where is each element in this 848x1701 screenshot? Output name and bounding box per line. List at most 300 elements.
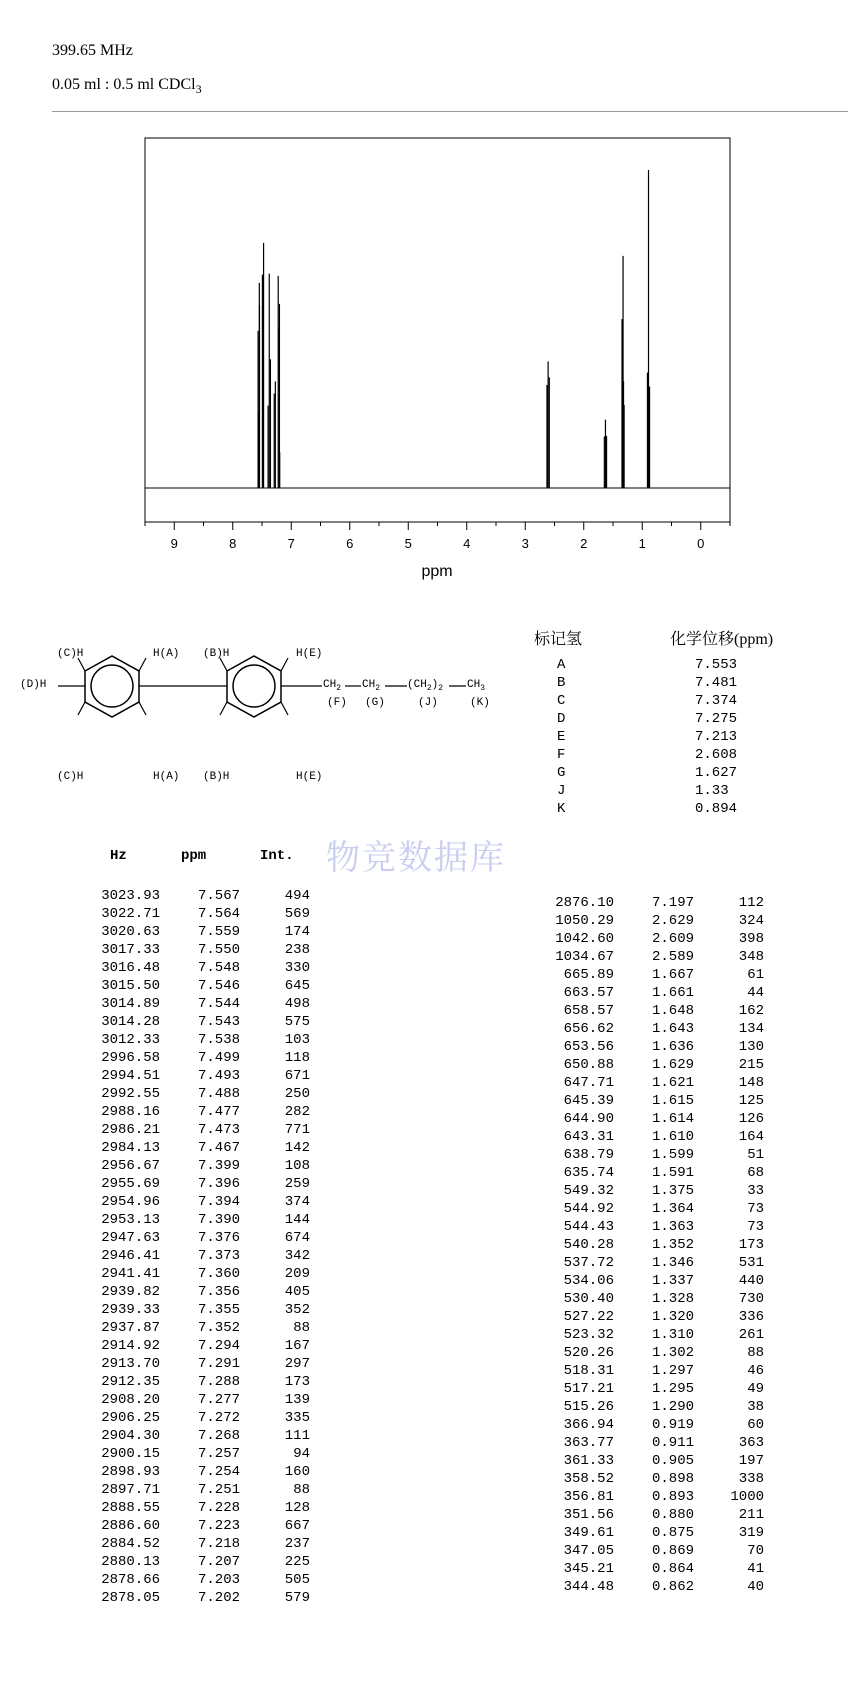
table-row bbox=[520, 1308, 764, 1326]
cell-hz: 653.56 bbox=[563, 1039, 614, 1055]
x-tick-label: 6 bbox=[346, 536, 354, 551]
assignment-shift: 7.374 bbox=[695, 693, 738, 709]
x-axis-ticks bbox=[145, 522, 730, 551]
table-row bbox=[520, 984, 764, 1002]
cell-int: 342 bbox=[284, 1248, 310, 1264]
table-row bbox=[520, 930, 764, 948]
label-he-top: H(E) bbox=[296, 648, 323, 660]
cell-hz: 517.21 bbox=[563, 1381, 614, 1397]
cell-int: 250 bbox=[284, 1086, 310, 1102]
table-row bbox=[52, 1121, 310, 1139]
plot-frame bbox=[145, 138, 730, 522]
assignment-label: D bbox=[557, 711, 566, 727]
col-header-ppm: ppm bbox=[181, 848, 207, 864]
cell-int: 569 bbox=[284, 906, 310, 922]
cell-ppm: 7.394 bbox=[197, 1194, 240, 1210]
table-row bbox=[520, 1146, 764, 1164]
cell-hz: 644.90 bbox=[563, 1111, 614, 1127]
assignment-shift: 0.894 bbox=[695, 801, 738, 817]
cell-int: 118 bbox=[284, 1050, 310, 1066]
cell-hz: 2941.41 bbox=[101, 1266, 160, 1282]
table-row bbox=[52, 1553, 310, 1571]
assignment-header-shift: 化学位移(ppm) bbox=[670, 631, 774, 648]
table-row bbox=[52, 1139, 310, 1157]
cell-hz: 2878.05 bbox=[101, 1590, 160, 1606]
table-row bbox=[52, 1211, 310, 1229]
cell-ppm: 7.467 bbox=[197, 1140, 240, 1156]
table-row bbox=[520, 1074, 764, 1092]
cell-hz: 3015.50 bbox=[101, 978, 160, 994]
cell-ppm: 7.546 bbox=[197, 978, 240, 994]
table-row bbox=[520, 894, 764, 912]
cell-hz: 537.72 bbox=[563, 1255, 614, 1271]
label-ha-top: H(A) bbox=[153, 648, 180, 660]
cell-int: 336 bbox=[738, 1309, 764, 1325]
cell-int: 324 bbox=[738, 913, 764, 929]
cell-int: 211 bbox=[738, 1507, 764, 1523]
cell-ppm: 1.591 bbox=[651, 1165, 694, 1181]
table-row bbox=[520, 1128, 764, 1146]
cell-hz: 2908.20 bbox=[101, 1392, 160, 1408]
cell-ppm: 7.493 bbox=[197, 1068, 240, 1084]
table-row bbox=[52, 1517, 310, 1535]
cell-ppm: 7.202 bbox=[197, 1590, 240, 1606]
label-g: (G) bbox=[365, 697, 385, 709]
cell-int: 88 bbox=[293, 1320, 310, 1336]
cell-ppm: 7.376 bbox=[197, 1230, 240, 1246]
cell-int: 111 bbox=[284, 1428, 310, 1444]
table-row bbox=[52, 1049, 310, 1067]
cell-int: 139 bbox=[284, 1392, 310, 1408]
table-row bbox=[52, 1373, 310, 1391]
cell-hz: 2880.13 bbox=[101, 1554, 160, 1570]
cell-ppm: 7.550 bbox=[197, 942, 240, 958]
cell-ppm: 7.277 bbox=[197, 1392, 240, 1408]
assignment-label: F bbox=[557, 747, 566, 763]
cell-ppm: 1.375 bbox=[651, 1183, 694, 1199]
cell-hz: 665.89 bbox=[563, 967, 614, 983]
cell-hz: 635.74 bbox=[563, 1165, 614, 1181]
cell-hz: 358.52 bbox=[563, 1471, 614, 1487]
cell-int: 60 bbox=[747, 1417, 764, 1433]
table-row bbox=[520, 1452, 764, 1470]
cell-hz: 2953.13 bbox=[101, 1212, 160, 1228]
table-row bbox=[52, 1391, 310, 1409]
cell-hz: 638.79 bbox=[563, 1147, 614, 1163]
cell-ppm: 7.567 bbox=[197, 888, 240, 904]
cell-hz: 544.43 bbox=[563, 1219, 614, 1235]
cell-ppm: 0.919 bbox=[651, 1417, 694, 1433]
cell-ppm: 1.352 bbox=[651, 1237, 694, 1253]
x-tick-label: 4 bbox=[463, 536, 471, 551]
cell-ppm: 1.648 bbox=[651, 1003, 694, 1019]
table-row bbox=[52, 1301, 310, 1319]
cell-ppm: 0.905 bbox=[651, 1453, 694, 1469]
cell-hz: 540.28 bbox=[563, 1237, 614, 1253]
assignment-shift: 7.481 bbox=[695, 675, 738, 691]
table-row bbox=[52, 1175, 310, 1193]
cell-ppm: 2.589 bbox=[651, 949, 694, 965]
cell-ppm: 7.356 bbox=[197, 1284, 240, 1300]
cell-hz: 2988.16 bbox=[101, 1104, 160, 1120]
cell-ppm: 7.396 bbox=[197, 1176, 240, 1192]
assignment-label: J bbox=[557, 783, 566, 799]
cell-int: 215 bbox=[738, 1057, 764, 1073]
cell-ppm: 7.399 bbox=[197, 1158, 240, 1174]
cell-hz: 549.32 bbox=[563, 1183, 614, 1199]
table-row bbox=[520, 1038, 764, 1056]
cell-ppm: 1.643 bbox=[651, 1021, 694, 1037]
cell-int: 70 bbox=[747, 1543, 764, 1559]
cell-ppm: 7.254 bbox=[197, 1464, 240, 1480]
cell-ppm: 7.294 bbox=[197, 1338, 240, 1354]
table-row bbox=[520, 1020, 764, 1038]
cell-hz: 3022.71 bbox=[101, 906, 160, 922]
nmr-spectrum-chart bbox=[0, 0, 848, 600]
table-row bbox=[52, 1499, 310, 1517]
cell-ppm: 7.228 bbox=[197, 1500, 240, 1516]
cell-int: 667 bbox=[284, 1518, 310, 1534]
table-row bbox=[520, 1110, 764, 1128]
cell-int: 674 bbox=[284, 1230, 310, 1246]
cell-int: 348 bbox=[738, 949, 764, 965]
table-row bbox=[52, 1103, 310, 1121]
cell-int: 41 bbox=[747, 1561, 764, 1577]
x-axis-label: ppm bbox=[421, 563, 453, 580]
chain-ch2n-j: $(CH_2)_2$ bbox=[407, 679, 444, 694]
cell-hz: 361.33 bbox=[563, 1453, 614, 1469]
table-row bbox=[52, 1571, 310, 1589]
table-row bbox=[52, 1535, 310, 1553]
table-row bbox=[520, 1254, 764, 1272]
cell-int: 162 bbox=[738, 1003, 764, 1019]
label-he-bot: H(E) bbox=[296, 771, 323, 783]
cell-int: 88 bbox=[747, 1345, 764, 1361]
cell-int: 46 bbox=[747, 1363, 764, 1379]
cell-hz: 2937.87 bbox=[101, 1320, 160, 1336]
cell-int: 259 bbox=[284, 1176, 310, 1192]
table-row bbox=[52, 1427, 310, 1445]
cell-ppm: 1.636 bbox=[651, 1039, 694, 1055]
cell-int: 330 bbox=[284, 960, 310, 976]
cell-hz: 2947.63 bbox=[101, 1230, 160, 1246]
cell-hz: 3020.63 bbox=[101, 924, 160, 940]
cell-ppm: 0.898 bbox=[651, 1471, 694, 1487]
cell-hz: 2884.52 bbox=[101, 1536, 160, 1552]
cell-hz: 2994.51 bbox=[101, 1068, 160, 1084]
cell-ppm: 7.291 bbox=[197, 1356, 240, 1372]
cell-hz: 530.40 bbox=[563, 1291, 614, 1307]
cell-ppm: 7.207 bbox=[197, 1554, 240, 1570]
cell-ppm: 1.621 bbox=[651, 1075, 694, 1091]
cell-int: 173 bbox=[738, 1237, 764, 1253]
table-row bbox=[520, 1542, 764, 1560]
cell-ppm: 7.268 bbox=[197, 1428, 240, 1444]
cell-ppm: 7.218 bbox=[197, 1536, 240, 1552]
cell-int: 94 bbox=[293, 1446, 310, 1462]
cell-ppm: 7.390 bbox=[197, 1212, 240, 1228]
cell-int: 440 bbox=[738, 1273, 764, 1289]
solvent-subscript: 3 bbox=[195, 82, 202, 97]
cell-hz: 2956.67 bbox=[101, 1158, 160, 1174]
cell-ppm: 1.667 bbox=[651, 967, 694, 983]
cell-ppm: 7.544 bbox=[197, 996, 240, 1012]
cell-int: 498 bbox=[284, 996, 310, 1012]
table-row bbox=[520, 1524, 764, 1542]
cell-hz: 2946.41 bbox=[101, 1248, 160, 1264]
table-row bbox=[520, 1182, 764, 1200]
assignment-label: B bbox=[557, 675, 566, 691]
cell-ppm: 7.543 bbox=[197, 1014, 240, 1030]
cell-ppm: 7.499 bbox=[197, 1050, 240, 1066]
cell-int: 40 bbox=[747, 1579, 764, 1595]
cell-hz: 344.48 bbox=[563, 1579, 614, 1595]
cell-int: 167 bbox=[284, 1338, 310, 1354]
cell-hz: 656.62 bbox=[563, 1021, 614, 1037]
x-tick-label: 8 bbox=[229, 536, 237, 551]
cell-hz: 3023.93 bbox=[101, 888, 160, 904]
table-row bbox=[520, 1326, 764, 1344]
cell-hz: 544.92 bbox=[563, 1201, 614, 1217]
cell-ppm: 1.363 bbox=[651, 1219, 694, 1235]
assignment-label: C bbox=[557, 693, 566, 709]
cell-ppm: 1.290 bbox=[651, 1399, 694, 1415]
table-row bbox=[52, 1319, 310, 1337]
cell-int: 579 bbox=[284, 1590, 310, 1606]
cell-hz: 2898.93 bbox=[101, 1464, 160, 1480]
cell-int: 197 bbox=[738, 1453, 764, 1469]
table-row bbox=[52, 995, 310, 1013]
cell-int: 73 bbox=[747, 1219, 764, 1235]
table-row bbox=[52, 959, 310, 977]
molecule-structure bbox=[0, 640, 520, 790]
table-row bbox=[520, 948, 764, 966]
label-ha-bot: H(A) bbox=[153, 771, 180, 783]
cell-ppm: 1.615 bbox=[651, 1093, 694, 1109]
cell-ppm: 1.295 bbox=[651, 1381, 694, 1397]
cell-ppm: 1.614 bbox=[651, 1111, 694, 1127]
cell-hz: 2906.25 bbox=[101, 1410, 160, 1426]
cell-hz: 2939.82 bbox=[101, 1284, 160, 1300]
label-k: (K) bbox=[470, 697, 490, 709]
x-tick-label: 2 bbox=[580, 536, 588, 551]
cell-int: 730 bbox=[738, 1291, 764, 1307]
x-tick-label: 1 bbox=[638, 536, 646, 551]
chain-ch3-k: $CH_3$ bbox=[467, 679, 486, 694]
cell-ppm: 1.661 bbox=[651, 985, 694, 1001]
cell-hz: 2888.55 bbox=[101, 1500, 160, 1516]
cell-int: 112 bbox=[738, 895, 764, 911]
label-j: (J) bbox=[418, 697, 438, 709]
cell-hz: 3014.28 bbox=[101, 1014, 160, 1030]
table-row bbox=[520, 912, 764, 930]
cell-ppm: 1.629 bbox=[651, 1057, 694, 1073]
cell-hz: 3017.33 bbox=[101, 942, 160, 958]
cell-int: 51 bbox=[747, 1147, 764, 1163]
cell-hz: 3014.89 bbox=[101, 996, 160, 1012]
label-c-bot: (C)H bbox=[57, 771, 84, 783]
cell-hz: 2878.66 bbox=[101, 1572, 160, 1588]
table-row bbox=[52, 1067, 310, 1085]
cell-int: 44 bbox=[747, 985, 764, 1001]
cell-hz: 351.56 bbox=[563, 1507, 614, 1523]
cell-ppm: 1.337 bbox=[651, 1273, 694, 1289]
chain-ch2-f: $CH_2$ bbox=[323, 679, 342, 694]
assignment-shift: 7.213 bbox=[695, 729, 738, 745]
cell-hz: 2886.60 bbox=[101, 1518, 160, 1534]
cell-ppm: 1.599 bbox=[651, 1147, 694, 1163]
cell-ppm: 1.610 bbox=[651, 1129, 694, 1145]
label-d: (D)H bbox=[20, 679, 47, 691]
cell-ppm: 7.559 bbox=[197, 924, 240, 940]
cell-hz: 2912.35 bbox=[101, 1374, 160, 1390]
cell-int: 160 bbox=[284, 1464, 310, 1480]
cell-int: 174 bbox=[284, 924, 310, 940]
cell-hz: 2996.58 bbox=[101, 1050, 160, 1066]
cell-int: 126 bbox=[738, 1111, 764, 1127]
cell-int: 398 bbox=[738, 931, 764, 947]
assignment-shift: 2.608 bbox=[695, 747, 738, 763]
cell-hz: 363.77 bbox=[563, 1435, 614, 1451]
cell-int: 61 bbox=[747, 967, 764, 983]
cell-ppm: 7.548 bbox=[197, 960, 240, 976]
cell-int: 282 bbox=[284, 1104, 310, 1120]
table-row bbox=[52, 1409, 310, 1427]
benzene-ring-right bbox=[227, 656, 281, 717]
watermark: 物竞数据库 bbox=[326, 839, 506, 877]
table-row bbox=[520, 1200, 764, 1218]
x-tick-label: 3 bbox=[521, 536, 529, 551]
cell-int: 494 bbox=[284, 888, 310, 904]
cell-ppm: 7.360 bbox=[197, 1266, 240, 1282]
frequency-label: 399.65 MHz bbox=[52, 42, 133, 59]
cell-ppm: 0.893 bbox=[651, 1489, 694, 1505]
cell-int: 319 bbox=[738, 1525, 764, 1541]
cell-ppm: 0.911 bbox=[651, 1435, 694, 1451]
table-row bbox=[52, 1337, 310, 1355]
cell-int: 335 bbox=[284, 1410, 310, 1426]
cell-int: 103 bbox=[284, 1032, 310, 1048]
cell-hz: 3016.48 bbox=[101, 960, 160, 976]
table-row bbox=[52, 1193, 310, 1211]
table-row bbox=[52, 923, 310, 941]
cell-hz: 643.31 bbox=[563, 1129, 614, 1145]
cell-int: 142 bbox=[284, 1140, 310, 1156]
cell-int: 645 bbox=[284, 978, 310, 994]
cell-hz: 520.26 bbox=[563, 1345, 614, 1361]
cell-ppm: 1.302 bbox=[651, 1345, 694, 1361]
cell-int: 338 bbox=[738, 1471, 764, 1487]
cell-int: 374 bbox=[284, 1194, 310, 1210]
cell-ppm: 0.862 bbox=[651, 1579, 694, 1595]
table-row bbox=[52, 1265, 310, 1283]
cell-int: 297 bbox=[284, 1356, 310, 1372]
cell-int: 144 bbox=[284, 1212, 310, 1228]
cell-ppm: 7.538 bbox=[197, 1032, 240, 1048]
x-tick-label: 0 bbox=[697, 536, 705, 551]
cell-int: 88 bbox=[293, 1482, 310, 1498]
table-row bbox=[52, 1085, 310, 1103]
cell-int: 771 bbox=[284, 1122, 310, 1138]
cell-int: 209 bbox=[284, 1266, 310, 1282]
cell-hz: 345.21 bbox=[563, 1561, 614, 1577]
chain-ch2-g: $CH_2$ bbox=[362, 679, 381, 694]
spectrum-peaks bbox=[258, 170, 649, 488]
cell-ppm: 2.609 bbox=[651, 931, 694, 947]
cell-hz: 347.05 bbox=[563, 1543, 614, 1559]
cell-hz: 645.39 bbox=[563, 1093, 614, 1109]
cell-ppm: 7.473 bbox=[197, 1122, 240, 1138]
cell-hz: 515.26 bbox=[563, 1399, 614, 1415]
cell-hz: 2954.96 bbox=[101, 1194, 160, 1210]
table-row bbox=[52, 1589, 310, 1607]
table-row bbox=[52, 1031, 310, 1049]
cell-ppm: 7.251 bbox=[197, 1482, 240, 1498]
cell-hz: 2984.13 bbox=[101, 1140, 160, 1156]
cell-int: 173 bbox=[284, 1374, 310, 1390]
assignment-shift: 1.627 bbox=[695, 765, 738, 781]
cell-hz: 663.57 bbox=[563, 985, 614, 1001]
table-row bbox=[520, 1362, 764, 1380]
label-hb-bot: (B)H bbox=[203, 771, 230, 783]
table-row bbox=[520, 1236, 764, 1254]
benzene-ring-left bbox=[85, 656, 139, 717]
solvent-main: 0.05 ml : 0.5 ml CDCl bbox=[52, 76, 196, 93]
cell-hz: 2897.71 bbox=[101, 1482, 160, 1498]
peak-table-right bbox=[520, 894, 764, 1596]
cell-hz: 349.61 bbox=[563, 1525, 614, 1541]
cell-hz: 658.57 bbox=[563, 1003, 614, 1019]
table-row bbox=[520, 1398, 764, 1416]
cell-hz: 1042.60 bbox=[555, 931, 614, 947]
table-row bbox=[52, 1157, 310, 1175]
table-row bbox=[520, 1272, 764, 1290]
table-row bbox=[520, 1380, 764, 1398]
cell-int: 33 bbox=[747, 1183, 764, 1199]
cell-ppm: 1.364 bbox=[651, 1201, 694, 1217]
cell-int: 225 bbox=[284, 1554, 310, 1570]
table-row bbox=[520, 1218, 764, 1236]
cell-int: 125 bbox=[738, 1093, 764, 1109]
cell-int: 130 bbox=[738, 1039, 764, 1055]
label-f: (F) bbox=[327, 697, 347, 709]
table-row bbox=[520, 1488, 764, 1506]
cell-int: 38 bbox=[747, 1399, 764, 1415]
table-row bbox=[52, 887, 310, 905]
assignment-shift: 7.553 bbox=[695, 657, 738, 673]
table-row bbox=[52, 1481, 310, 1499]
cell-ppm: 7.257 bbox=[197, 1446, 240, 1462]
cell-ppm: 7.288 bbox=[197, 1374, 240, 1390]
cell-ppm: 7.488 bbox=[197, 1086, 240, 1102]
cell-int: 671 bbox=[284, 1068, 310, 1084]
table-row bbox=[520, 1002, 764, 1020]
label-c-top: (C)H bbox=[57, 648, 84, 660]
table-row bbox=[520, 1578, 764, 1596]
cell-ppm: 0.864 bbox=[651, 1561, 694, 1577]
cell-int: 363 bbox=[738, 1435, 764, 1451]
table-row bbox=[52, 1463, 310, 1481]
cell-hz: 2986.21 bbox=[101, 1122, 160, 1138]
cell-ppm: 1.310 bbox=[651, 1327, 694, 1343]
cell-ppm: 7.477 bbox=[197, 1104, 240, 1120]
cell-hz: 523.32 bbox=[563, 1327, 614, 1343]
cell-int: 148 bbox=[738, 1075, 764, 1091]
assignment-label: A bbox=[557, 657, 566, 673]
cell-int: 238 bbox=[284, 942, 310, 958]
cell-hz: 2904.30 bbox=[101, 1428, 160, 1444]
cell-hz: 1050.29 bbox=[555, 913, 614, 929]
